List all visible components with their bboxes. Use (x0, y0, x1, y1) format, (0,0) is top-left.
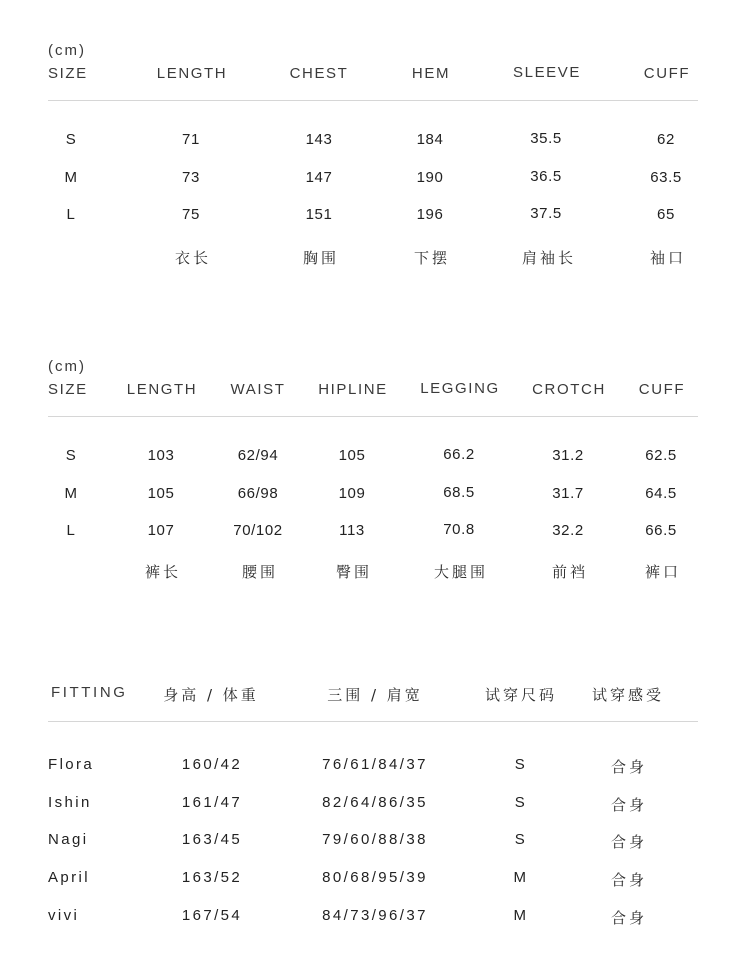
top-header-chest: CHEST (289, 65, 349, 82)
bottom-row-s-length: 103 (147, 447, 175, 464)
top-row-l-length: 75 (182, 206, 200, 223)
bottom-row-s-legging: 66.2 (443, 446, 475, 463)
fitting-divider (48, 721, 698, 722)
top-row-s-length: 71 (182, 131, 200, 148)
top-row-m-chest: 147 (305, 169, 333, 186)
bottom-header-crotch: CROTCH (532, 381, 606, 398)
bottom-row-l-crotch: 32.2 (552, 522, 584, 539)
fitting-header-feeling: 试穿感受 (591, 686, 665, 704)
bottom-cn-crotch: 前裆 (551, 563, 589, 581)
fitting-row-name: Ishin (48, 794, 92, 811)
top-row-s-size: S (65, 131, 77, 148)
top-row-m-sleeve: 36.5 (530, 168, 562, 185)
fitting-row-name: April (48, 869, 91, 886)
bottom-header-hipline: HIPLINE (318, 381, 388, 398)
bottom-row-s-cuff: 62.5 (645, 447, 677, 464)
bottom-row-l-size: L (66, 522, 76, 539)
fitting-header-measurements: 三围 / 肩宽 (327, 686, 423, 704)
fitting-row-size: S (514, 794, 526, 811)
bottom-header-waist: WAIST (230, 381, 286, 398)
bottom-row-m-size: M (64, 485, 78, 502)
top-row-m-cuff: 63.5 (650, 169, 682, 186)
top-row-l-size: L (66, 206, 76, 223)
bottom-row-l-length: 107 (147, 522, 175, 539)
bottom-row-l-waist: 70/102 (233, 522, 283, 539)
top-divider (48, 100, 698, 101)
fitting-row-size: S (514, 756, 526, 773)
top-row-l-sleeve: 37.5 (530, 205, 562, 222)
fitting-row-name: Nagi (48, 831, 89, 848)
top-row-s-sleeve: 35.5 (530, 130, 562, 147)
fitting-row-measurements: 79/60/88/38 (322, 831, 428, 848)
fitting-row-measurements: 84/73/96/37 (322, 907, 428, 924)
bottom-header-length: LENGTH (126, 381, 198, 398)
bottom-row-s-crotch: 31.2 (552, 447, 584, 464)
fitting-row-feeling: 合身 (610, 833, 648, 851)
fitting-row-size: M (513, 869, 527, 886)
fitting-header-height-weight: 身高 / 体重 (163, 686, 259, 704)
top-header-length: LENGTH (156, 65, 228, 82)
bottom-row-m-legging: 68.5 (443, 484, 475, 501)
fitting-row-name: vivi (48, 907, 80, 924)
fitting-row-height-weight: 160/42 (181, 756, 243, 773)
top-row-s-cuff: 62 (657, 131, 675, 148)
bottom-row-l-cuff: 66.5 (645, 522, 677, 539)
top-row-s-chest: 143 (305, 131, 333, 148)
fitting-row-measurements: 82/64/86/35 (322, 794, 428, 811)
bottom-row-l-legging: 70.8 (443, 521, 475, 538)
top-row-l-cuff: 65 (657, 206, 675, 223)
bottom-header-legging: LEGGING (420, 380, 500, 397)
fitting-row-size: M (513, 907, 527, 924)
top-row-s-hem: 184 (416, 131, 444, 148)
top-header-size: SIZE (48, 65, 88, 82)
top-cn-cuff: 袖口 (649, 249, 687, 267)
fitting-row-measurements: 76/61/84/37 (322, 756, 428, 773)
bottom-cn-hipline: 臀围 (335, 563, 373, 581)
top-header-hem: HEM (411, 65, 451, 82)
bottom-row-s-waist: 62/94 (237, 447, 279, 464)
top-row-m-length: 73 (182, 169, 200, 186)
fitting-header-fitting: FITTING (51, 684, 128, 701)
fitting-row-feeling: 合身 (610, 796, 648, 814)
fitting-header-trial-size: 试穿尺码 (484, 686, 558, 704)
bottom-row-m-cuff: 64.5 (645, 485, 677, 502)
bottom-unit-label: (cm) (48, 358, 86, 375)
bottom-row-m-length: 105 (147, 485, 175, 502)
top-cn-length: 衣长 (174, 249, 212, 267)
top-row-m-size: M (64, 169, 78, 186)
fitting-row-measurements: 80/68/95/39 (322, 869, 428, 886)
bottom-header-size: SIZE (48, 381, 88, 398)
fitting-row-height-weight: 167/54 (181, 907, 243, 924)
fitting-row-feeling: 合身 (610, 909, 648, 927)
top-header-cuff: CUFF (643, 65, 691, 82)
bottom-cn-legging: 大腿围 (433, 563, 489, 581)
bottom-divider (48, 416, 698, 417)
bottom-cn-cuff: 裤口 (644, 563, 682, 581)
bottom-row-s-hipline: 105 (338, 447, 366, 464)
top-row-l-chest: 151 (305, 206, 333, 223)
bottom-row-m-crotch: 31.7 (552, 485, 584, 502)
top-cn-chest: 胸围 (302, 249, 340, 267)
fitting-row-feeling: 合身 (610, 758, 648, 776)
fitting-row-height-weight: 163/45 (181, 831, 243, 848)
bottom-cn-length: 裤长 (144, 563, 182, 581)
top-row-m-hem: 190 (416, 169, 444, 186)
bottom-row-m-hipline: 109 (338, 485, 366, 502)
fitting-row-size: S (514, 831, 526, 848)
bottom-row-m-waist: 66/98 (237, 485, 279, 502)
top-cn-sleeve: 肩袖长 (521, 249, 577, 267)
bottom-row-l-hipline: 113 (339, 522, 365, 539)
bottom-cn-waist: 腰围 (241, 563, 279, 581)
top-unit-label: (cm) (48, 42, 86, 59)
fitting-row-height-weight: 161/47 (181, 794, 243, 811)
bottom-row-s-size: S (65, 447, 77, 464)
top-cn-hem: 下摆 (413, 249, 451, 267)
fitting-row-height-weight: 163/52 (181, 869, 243, 886)
top-row-l-hem: 196 (416, 206, 444, 223)
fitting-row-feeling: 合身 (610, 871, 648, 889)
bottom-header-cuff: CUFF (638, 381, 686, 398)
fitting-row-name: Flora (48, 756, 95, 773)
top-header-sleeve: SLEEVE (513, 64, 581, 81)
